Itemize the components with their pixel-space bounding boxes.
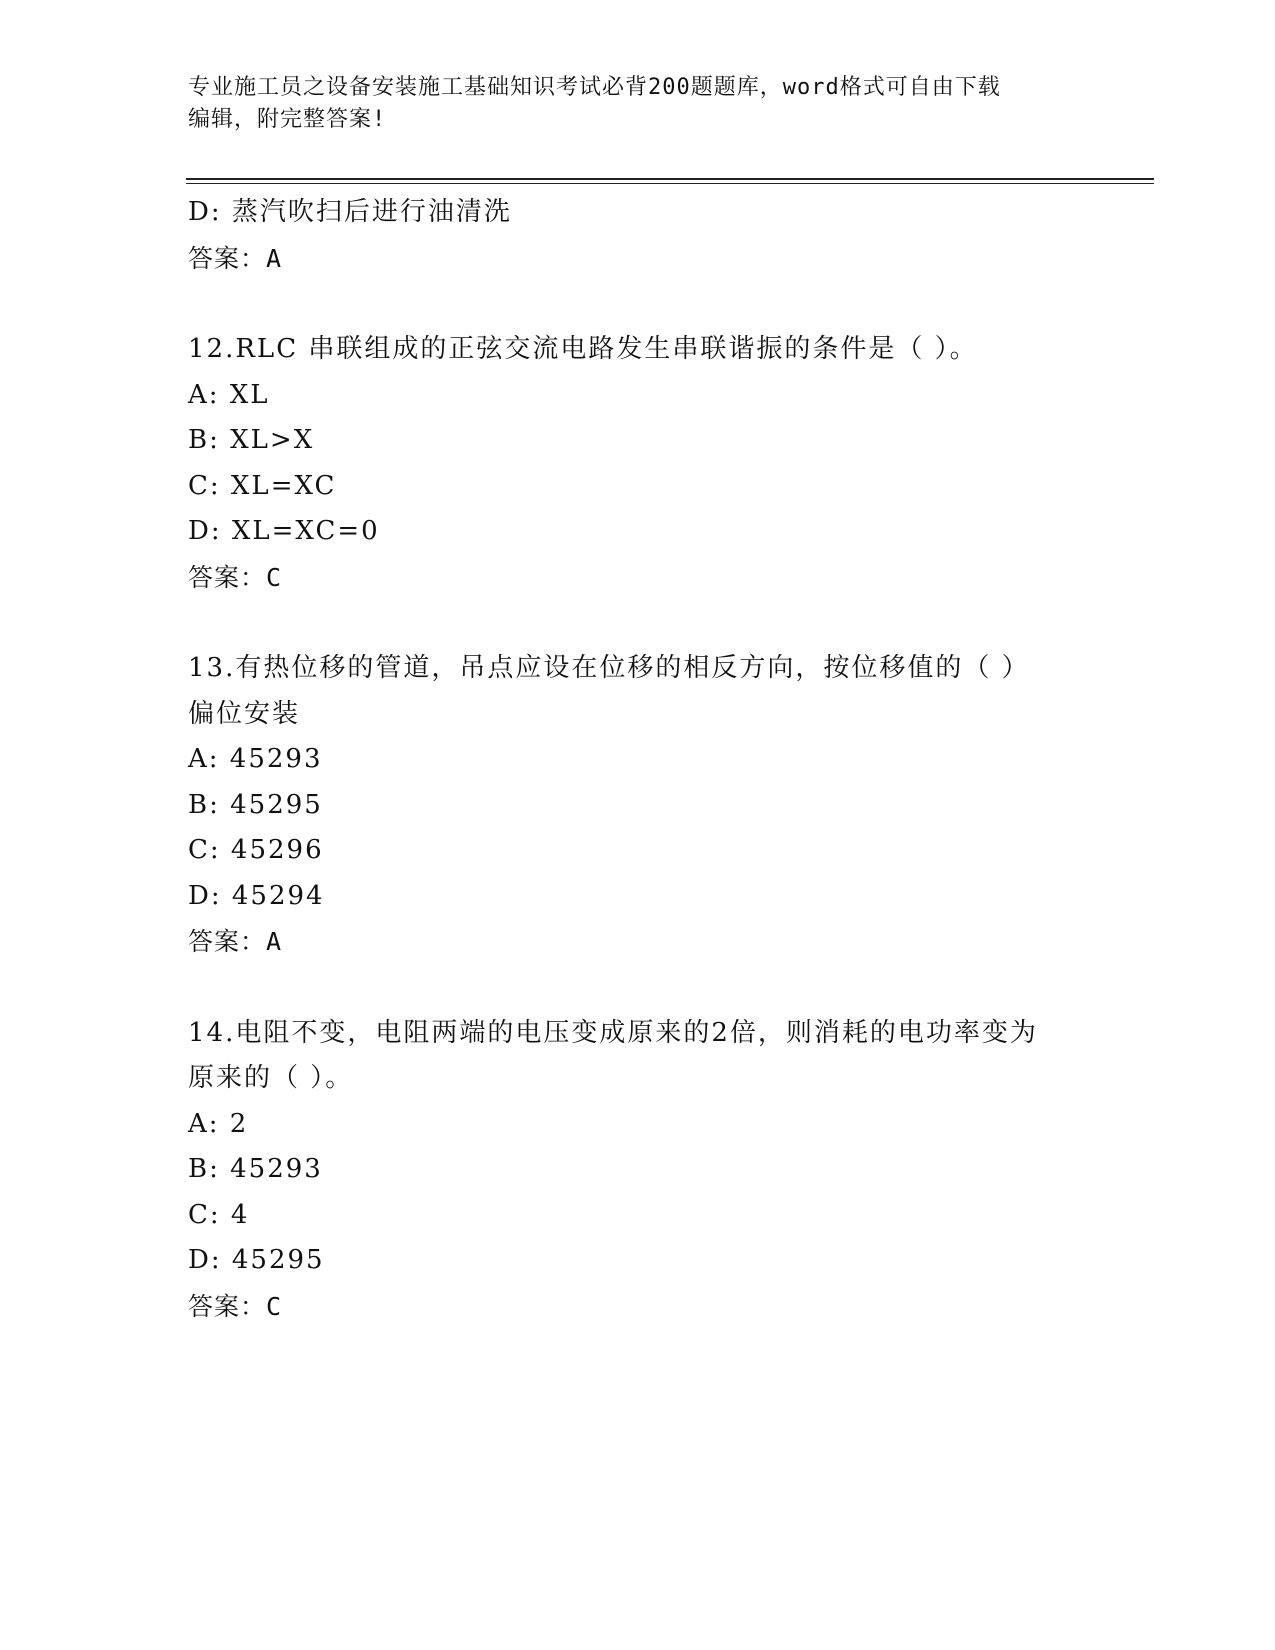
question-text: 12.RLC 串联组成的正弦交流电路发生串联谐振的条件是（ ）。 <box>188 334 978 364</box>
question-text: 14.电阻不变，电阻两端的电压变成原来的2倍，则消耗的电功率变为 <box>188 1017 1038 1048</box>
spacer <box>188 600 1108 646</box>
option-c: C: 4 <box>188 1199 250 1230</box>
answer: 答案：A <box>188 927 283 956</box>
question-text: 13.有热位移的管道，吊点应设在位移的相反方向，按位移值的（ ） <box>188 653 1030 683</box>
option-a: A: XL <box>188 379 270 410</box>
option-a: A: 2 <box>188 1108 249 1139</box>
header-divider-thick <box>186 178 1154 180</box>
header-divider-thin <box>186 183 1154 184</box>
question-12 <box>188 327 1108 600</box>
option-d: D: 45295 <box>188 1245 325 1275</box>
option-c: C: 45296 <box>188 835 324 865</box>
option-b: B: XL>X <box>188 425 315 455</box>
prev-option-d: D: 蒸汽吹扫后进行油清洗 <box>188 197 512 227</box>
header-title-line-2: 编辑，附完整答案! <box>188 107 387 132</box>
question-text-continued: 原来的（ ）。 <box>188 1063 354 1093</box>
option-b: B: 45293 <box>188 1154 323 1184</box>
header-title-line-1: 专业施工员之设备安装施工基础知识考试必背200题题库，word格式可自由下载 <box>188 75 1001 100</box>
prev-answer: 答案：A <box>188 243 283 273</box>
spacer <box>188 965 1108 1011</box>
document-body <box>188 190 1108 1329</box>
question-13 <box>188 646 1108 965</box>
question-text-continued: 偏位安装 <box>188 698 301 729</box>
option-a: A: 45293 <box>188 744 323 774</box>
option-d: D: XL=XC=0 <box>188 516 380 546</box>
answer: 答案：C <box>188 562 283 592</box>
option-c: C: XL=XC <box>188 470 337 501</box>
option-d: D: 45294 <box>188 880 325 911</box>
question-14 <box>188 1011 1108 1330</box>
document-header <box>188 72 1088 136</box>
option-b: B: 45295 <box>188 789 323 820</box>
answer: 答案：C <box>188 1291 283 1321</box>
spacer <box>188 281 1108 327</box>
